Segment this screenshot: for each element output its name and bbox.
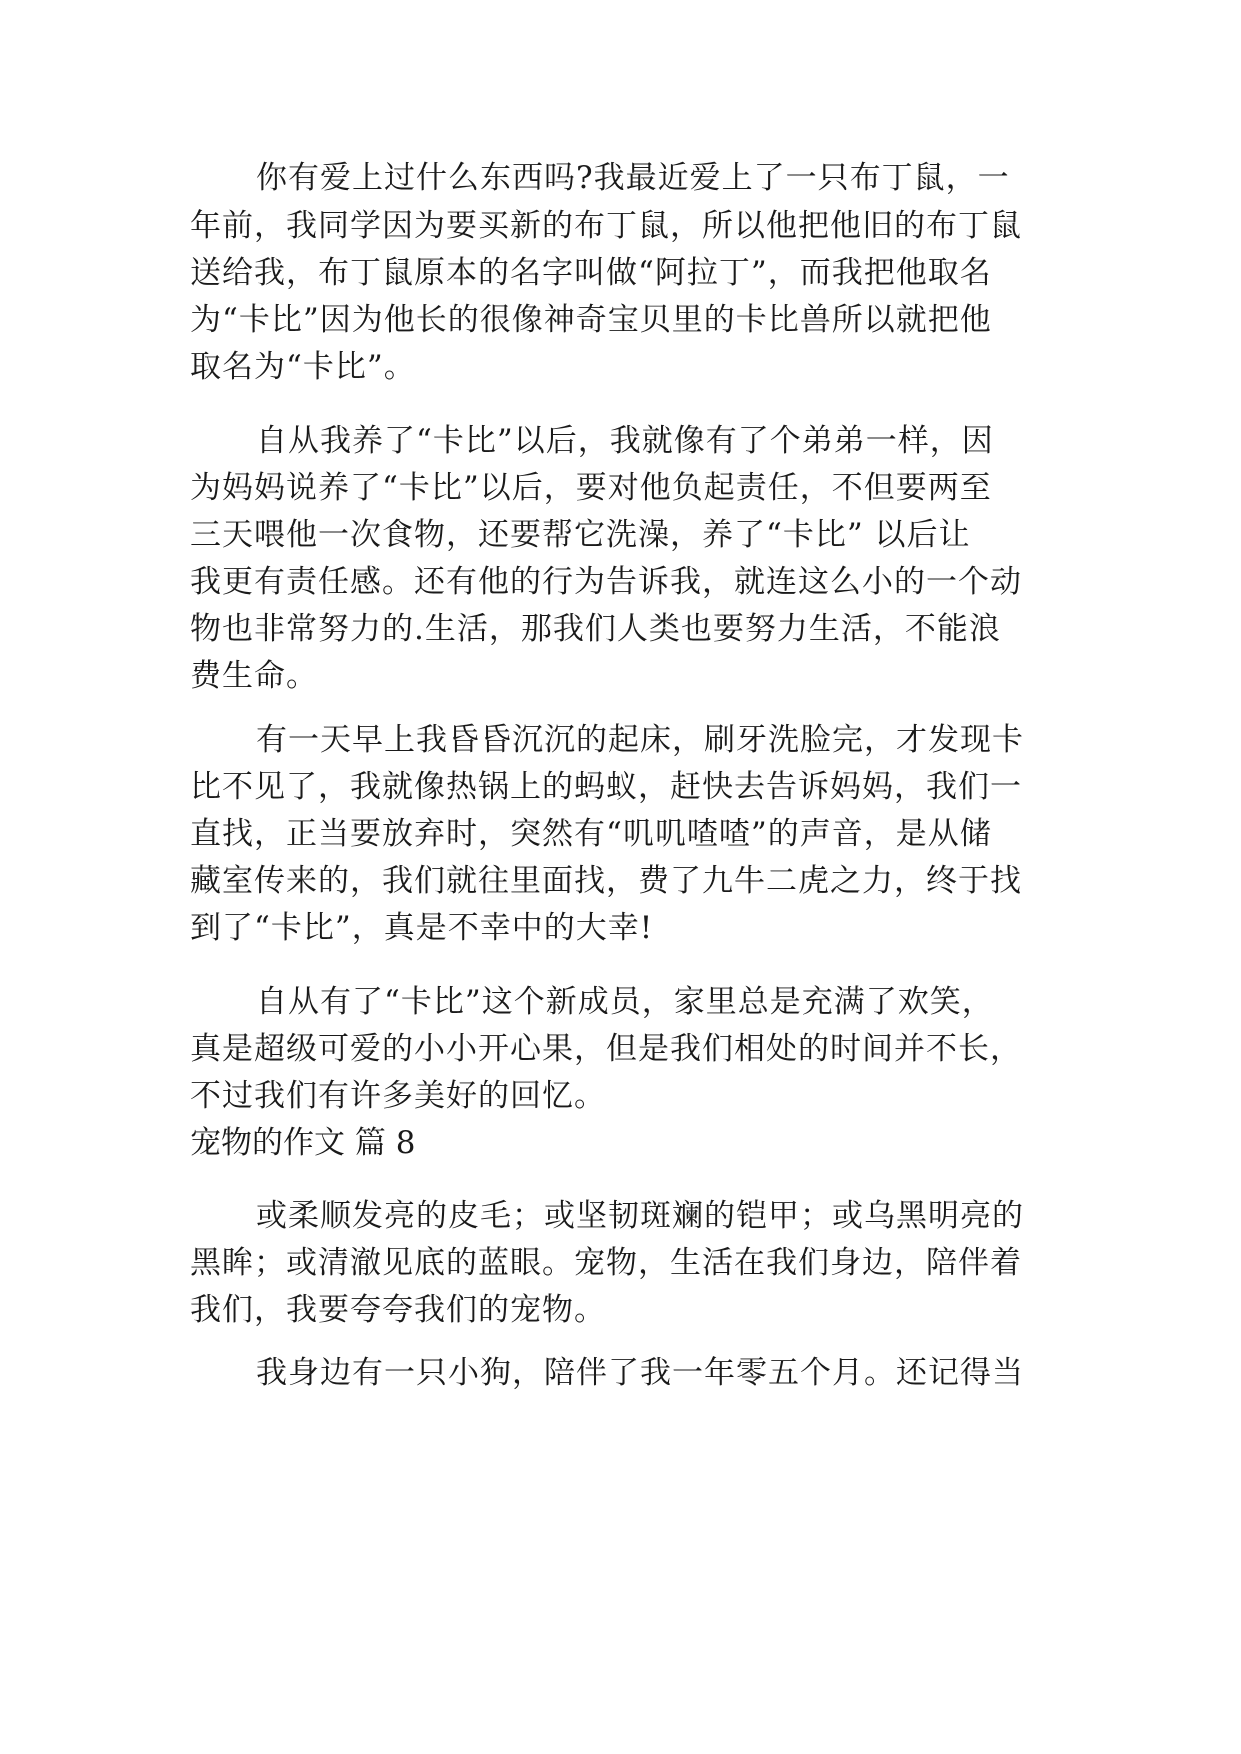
text-line: 真是超级可爱的小小开心果，但是我们相处的时间并不长， bbox=[190, 1031, 1022, 1067]
text-line: 取名为“卡比”。 bbox=[190, 349, 416, 385]
text-line: 三天喂他一次食物，还要帮它洗澡，养了“卡比” 以后让 bbox=[190, 517, 971, 553]
text-line: 自从我养了“卡比”以后，我就像有了个弟弟一样，因 bbox=[256, 423, 994, 459]
text-line: 物也非常努力的.生活，那我们人类也要努力生活，不能浪 bbox=[190, 611, 1001, 647]
text-line: 我们，我要夸夸我们的宠物。 bbox=[190, 1292, 606, 1328]
text-line: 年前，我同学因为要买新的布丁鼠，所以他把他旧的布丁鼠 bbox=[190, 208, 1022, 244]
text-line: 我身边有一只小狗，陪伴了我一年零五个月。还记得当 bbox=[256, 1355, 1024, 1391]
text-line: 藏室传来的，我们就往里面找，费了九牛二虎之力，终于找 bbox=[190, 863, 1022, 899]
text-line: 不过我们有许多美好的回忆。 bbox=[190, 1078, 606, 1114]
text-line: 到了“卡比”，真是不幸中的大幸! bbox=[190, 910, 654, 946]
text-line: 为妈妈说养了“卡比”以后，要对他负起责任，不但要两至 bbox=[190, 470, 992, 506]
text-line: 直找，正当要放弃时，突然有“叽叽喳喳”的声音，是从储 bbox=[190, 816, 992, 852]
text-line: 费生命。 bbox=[190, 658, 318, 694]
text-line: 送给我，布丁鼠原本的名字叫做“阿拉丁”，而我把他取名 bbox=[190, 255, 992, 291]
section-heading: 宠物的作文 篇 8 bbox=[190, 1125, 416, 1161]
text-line: 自从有了“卡比”这个新成员，家里总是充满了欢笑， bbox=[256, 984, 994, 1020]
text-line: 为“卡比”因为他长的很像神奇宝贝里的卡比兽所以就把他 bbox=[190, 302, 992, 338]
text-line: 或柔顺发亮的皮毛；或坚韧斑斓的铠甲；或乌黑明亮的 bbox=[256, 1198, 1024, 1234]
text-line: 有一天早上我昏昏沉沉的起床，刷牙洗脸完，才发现卡 bbox=[256, 722, 1024, 758]
text-line: 黑眸；或清澈见底的蓝眼。宠物，生活在我们身边，陪伴着 bbox=[190, 1245, 1022, 1281]
text-line: 比不见了，我就像热锅上的蚂蚁，赶快去告诉妈妈，我们一 bbox=[190, 769, 1022, 805]
text-line: 你有爱上过什么东西吗?我最近爱上了一只布丁鼠，一 bbox=[256, 160, 1010, 196]
text-line: 我更有责任感。还有他的行为告诉我，就连这么小的一个动 bbox=[190, 564, 1022, 600]
